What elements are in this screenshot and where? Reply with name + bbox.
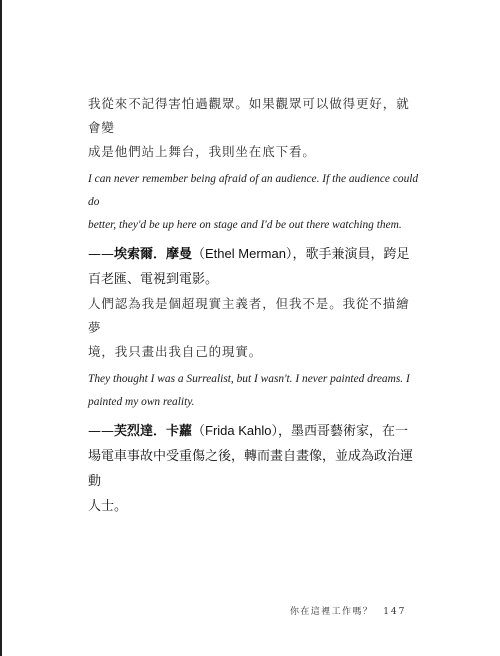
quote-english-text: [88, 168, 420, 237]
quote-english-line: painted my own reality.: [88, 396, 195, 408]
quote-chinese-text: [88, 92, 420, 164]
running-title: 你在這裡工作嗎？: [290, 607, 374, 617]
quote-english-line: I can never remember being afraid of an audience. If the audience could do: [88, 173, 419, 208]
attribution-original-name: （Frida Kahlo）: [192, 423, 278, 438]
quote-attribution: [88, 418, 420, 519]
quote-chinese-line: 我從來不記得害怕過觀眾。如果觀眾可以做得更好，就會變: [88, 96, 410, 135]
quote-chinese-line: 境，我只畫出我自己的現實。: [88, 344, 263, 359]
quote-english-line: better, they'd be up here on stage and I'd be out there watching them.: [88, 219, 402, 231]
attribution-dash: ——: [88, 424, 114, 439]
quote-chinese-text: [88, 292, 420, 364]
quote-block-merman: [88, 92, 420, 292]
page-footer: [290, 604, 430, 617]
page-number: 147: [383, 607, 407, 617]
attribution-name: 埃索爾．摩曼: [114, 247, 193, 262]
attribution-description: 百老匯、電視到電影。: [88, 272, 219, 287]
quote-chinese-line: 人們認為我是個超現實主義者，但我不是。我從不描繪夢: [88, 296, 410, 335]
page-edge-rule: [0, 0, 2, 656]
attribution-original-name: （Ethel Merman）: [192, 246, 293, 261]
attribution-description: 場電車事故中受重傷之後，轉而畫自畫像，並成為政治運動: [88, 449, 414, 489]
attribution-description: ，墨西哥藝術家，在一: [278, 424, 409, 439]
attribution-dash: ——: [88, 247, 114, 262]
quote-chinese-line: 成是他們站上舞台，我則坐在底下看。: [88, 144, 316, 159]
quote-block-kahlo: [88, 292, 420, 519]
quote-english-line: They thought I was a Surrealist, but I wasn't. I never painted dreams. I: [88, 373, 410, 385]
quote-english-text: [88, 368, 420, 414]
attribution-description: 人士。: [88, 499, 128, 514]
attribution-name: 芙烈達．卡蘿: [114, 424, 193, 439]
attribution-description: ，歌手兼演員，跨足: [292, 247, 410, 262]
quote-attribution: [88, 241, 420, 292]
